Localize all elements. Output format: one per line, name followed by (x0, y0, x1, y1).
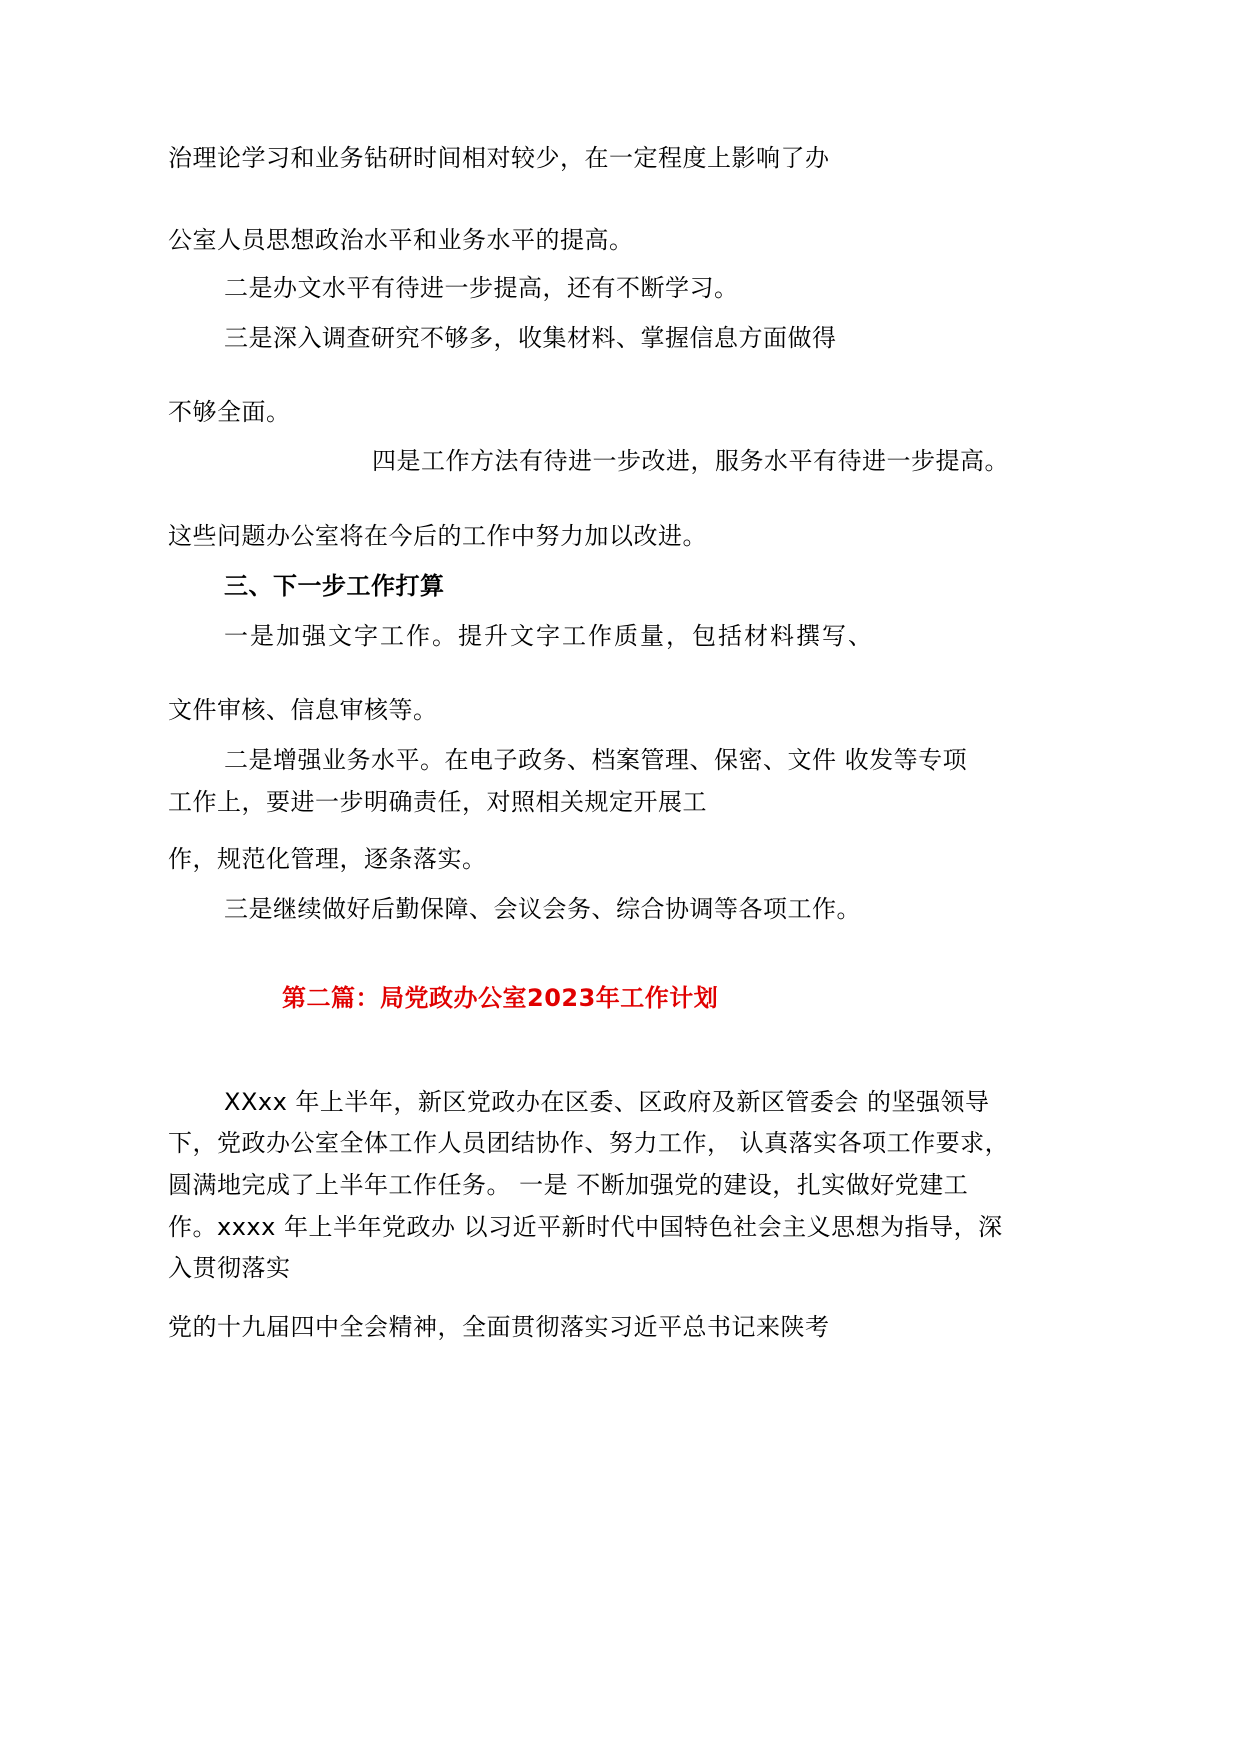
point-two-text: 二是办文水平有待进一步提高，还有不断学习。 (224, 274, 739, 302)
body-line: 下，党政办公室全体工作人员团结协作、努力工作， 认真落实各项工作要求， (168, 1129, 1010, 1157)
part-two-title: 第二篇：局党政办公室2023年工作计划 (282, 984, 719, 1012)
paragraph-line: 公室人员思想政治水平和业务水平的提高。 (168, 226, 634, 254)
body-line: 作。xxxx 年上半年党政办 以习近平新时代中国特色社会主义思想为指导，深 (168, 1213, 1003, 1241)
point-four-text: 四是工作方法有待进一步改进，服务水平有待进一步提高。 (372, 447, 1009, 475)
paragraph-line: 治理论学习和业务钻研时间相对较少，在一定程度上影响了办 (168, 144, 830, 172)
point-three-line: 不够全面。 (168, 398, 291, 426)
section-heading: 三、下一步工作打算 (224, 572, 445, 600)
body-line: XXxx 年上半年，新区党政办在区委、区政府及新区管委会 的坚强领导 (224, 1088, 990, 1116)
point-three-line: 三是深入调查研究不够多，收集材料、掌握信息方面做得 (224, 324, 837, 352)
item-two-line: 工作上，要进一步明确责任，对照相关规定开展工 (168, 788, 707, 816)
body-line: 党的十九届四中全会精神，全面贯彻落实习近平总书记来陕考 (168, 1313, 830, 1341)
closing-text: 这些问题办公室将在今后的工作中努力加以改进。 (168, 522, 707, 550)
body-line: 圆满地完成了上半年工作任务。 一是 不断加强党的建设，扎实做好党建工 (168, 1171, 969, 1199)
item-two-line: 作，规范化管理，逐条落实。 (168, 845, 487, 873)
item-three-text: 三是继续做好后勤保障、会议会务、综合协调等各项工作。 (224, 895, 861, 923)
body-line: 入贯彻落实 (168, 1254, 291, 1282)
item-one-line: 文件审核、信息审核等。 (168, 696, 438, 724)
item-two-line: 二是增强业务水平。在电子政务、档案管理、保密、文件 收发等专项 (224, 746, 968, 774)
item-one-line: 一是加强文字工作。提升文字工作质量，包括材料撰写、 (224, 622, 874, 650)
